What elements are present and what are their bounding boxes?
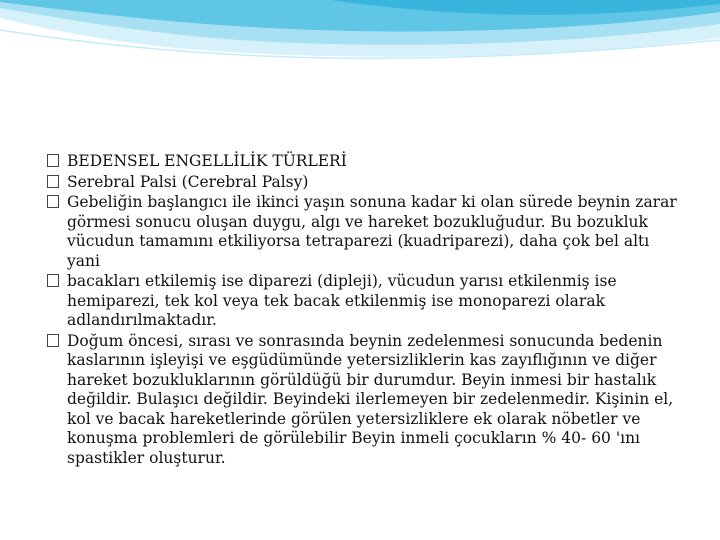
- bullet-item-description: [47, 332, 687, 469]
- bullet-icon: [47, 175, 59, 188]
- bullet-icon: [47, 274, 59, 287]
- bullet-icon: [47, 154, 59, 167]
- bullet-item-definition: [47, 193, 687, 271]
- header-wave-decoration: [0, 0, 720, 70]
- bullet-icon: [47, 195, 59, 208]
- bullet-item-types: [47, 272, 687, 331]
- bullet-text: Doğum öncesi, sırası ve sonrasında beynin zedelenmesi sonucunda bedenin kaslarının işleyişi ve eşgüdümünde yetersizliklerin kas zayıflığının ve diğer hareket bozukluklarının görüldüğü bir durumdur. Beyin inmesi bir hastalık değildir. Bulaşıcı değildir. Beyindeki ilerlemeyen bir zedelenmedir. Kişinin el, kol ve bacak hareketlerinde görülen yetersizliklere ek olarak nöbetler ve konuşma problemleri de görülebilir Beyin inmeli çocukların % 40- 60 'ını spastikler oluşturur.: [67, 331, 674, 467]
- slide-content: [47, 152, 687, 469]
- bullet-icon: [47, 334, 59, 347]
- bullet-text: BEDENSEL ENGELLİLİK TÜRLERİ: [67, 152, 347, 170]
- bullet-text: Gebeliğin başlangıcı ile ikinci yaşın sonuna kadar ki olan sürede beynin zarar görmesi sonucu oluşan duygu, algı ve hareket bozukluğudur. Bu bozukluk vücudun tamamını etkiliyorsa tetraparezi (kuadriparezi), daha çok bel altı yani: [67, 193, 677, 270]
- bullet-text: bacakları etkilemiş ise diparezi (dipleji), vücudun yarısı etkilenmiş ise hemiparezi, tek kol veya tek bacak etkilenmiş ise monoparezi olarak adlandırılmaktadır.: [67, 272, 617, 329]
- bullet-item-heading: [47, 152, 687, 172]
- bullet-text: Serebral Palsi (Cerebral Palsy): [67, 172, 309, 191]
- bullet-item-subtitle: [47, 173, 687, 193]
